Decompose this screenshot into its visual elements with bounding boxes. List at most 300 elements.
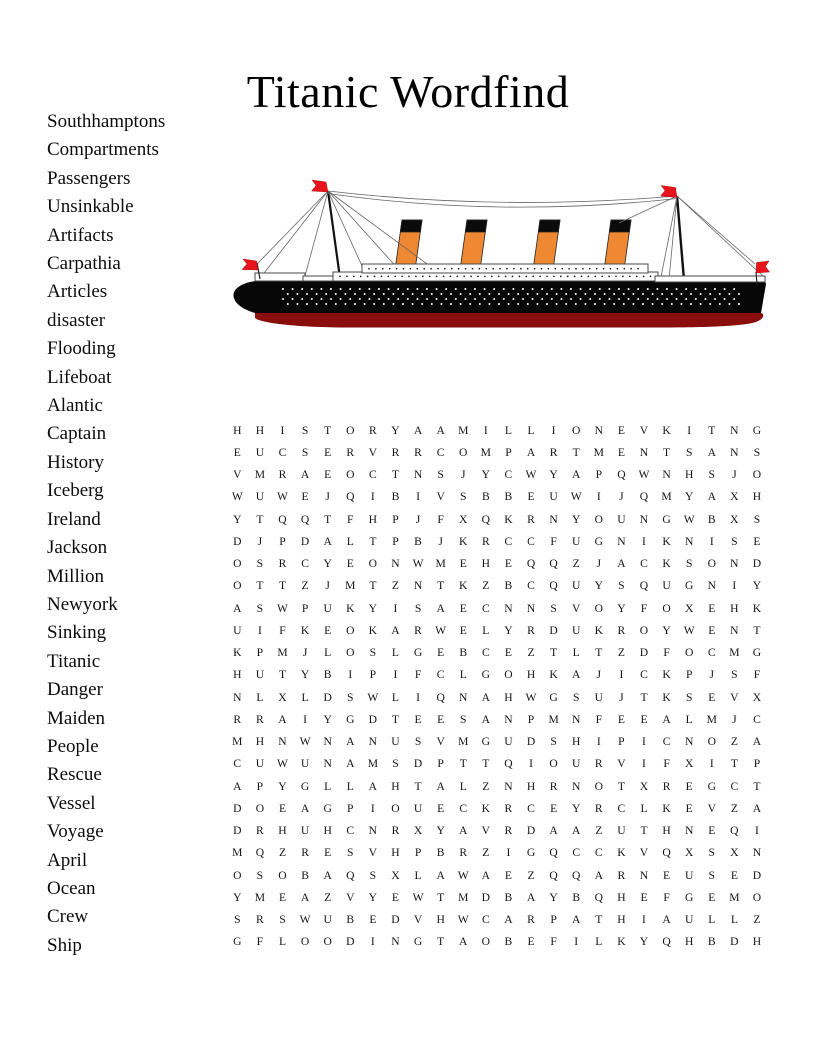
grid-cell: U [233,623,242,637]
grid-cell: O [594,512,603,526]
word-list-item: Iceberg [47,480,104,502]
grid-cell: W [525,468,537,482]
grid-cell: U [684,868,694,882]
grid-cell: J [732,468,737,482]
word-list-item: Newyork [47,593,118,615]
grid-cell: Y [300,668,310,682]
grid-cell: J [438,534,443,548]
grid-cell: A [323,868,332,882]
grid-cell: J [709,668,715,682]
grid-cell: M [729,890,740,904]
grid-cell: R [662,779,671,793]
grid-cell: P [437,757,444,771]
grid-cell: S [369,868,377,882]
grid-cell: O [639,623,649,637]
grid-cell: H [526,668,536,682]
grid-cell: I [551,423,556,437]
grid-cell: F [347,512,354,526]
grid-cell: H [233,668,242,682]
grid-cell: H [572,735,581,749]
grid-cell: U [594,690,603,704]
grid-cell: L [708,913,716,927]
word-list-item: Passengers [47,167,131,189]
grid-cell: K [594,623,603,637]
grid-cell: T [278,668,287,682]
grid-cell: Y [662,623,671,637]
grid-cell: E [708,824,716,838]
grid-cell: U [504,735,513,749]
grid-cell: O [459,445,468,459]
grid-cell: D [233,801,242,815]
grid-cell: E [550,801,558,815]
grid-cell: S [369,646,377,660]
grid-cell: J [415,512,421,526]
grid-cell: O [278,868,287,882]
grid-cell: C [527,801,535,815]
grid-cell: N [413,468,423,482]
grid-cell: I [280,423,285,437]
grid-cell: E [708,601,716,615]
grid-cell: J [325,579,330,593]
grid-cell: E [617,423,625,437]
grid-cell: Q [730,824,739,838]
grid-cell: U [617,824,626,838]
grid-cell: Y [549,890,558,904]
grid-cell: S [460,490,467,504]
grid-cell: U [255,668,265,682]
grid-cell: R [504,824,513,838]
grid-cell: A [572,468,581,482]
grid-cell: S [685,445,693,459]
grid-cell: L [595,935,603,949]
grid-cell: Y [481,468,491,482]
grid-cell: A [617,557,626,571]
grid-cell: S [414,601,422,615]
grid-cell: E [708,623,716,637]
grid-cell: E [437,646,445,660]
grid-cell: I [709,534,714,548]
grid-cell: H [730,601,739,615]
grid-cell: Q [346,868,355,882]
grid-cell: W [525,690,537,704]
grid-cell: P [279,534,286,548]
grid-cell: J [619,490,624,504]
grid-cell: T [640,824,648,838]
grid-cell: A [436,868,445,882]
grid-cell: E [414,712,422,726]
grid-cell: C [594,846,603,860]
grid-cell: R [301,846,309,860]
word-list-item: People [47,735,99,757]
grid-cell: A [459,824,468,838]
grid-cell: I [687,423,692,437]
grid-cell: X [730,846,739,860]
grid-cell: H [255,423,265,437]
grid-cell: N [617,534,626,548]
poop-deck [655,276,765,282]
grid-cell: C [436,445,445,459]
grid-cell: J [257,534,263,548]
grid-cell: Z [753,913,761,927]
grid-cell: R [594,757,603,771]
grid-cell: O [233,579,242,593]
grid-cell: L [346,534,354,548]
grid-cell: I [303,712,308,726]
grid-cell: F [640,601,648,615]
grid-cell: G [707,779,716,793]
grid-cell: V [617,757,626,771]
grid-cell: L [391,646,399,660]
grid-cell: O [504,668,513,682]
grid-cell: D [481,890,491,904]
grid-cell: T [617,779,625,793]
grid-cell: Y [233,512,242,526]
forecastle-deck [255,273,305,281]
grid-cell: S [753,512,761,526]
grid-cell: T [324,423,332,437]
grid-cell: Q [549,579,558,593]
grid-cell: I [393,668,398,682]
grid-cell: Z [617,646,625,660]
grid-cell: L [324,779,332,793]
grid-cell: R [617,623,626,637]
grid-cell: L [278,935,287,949]
grid-cell: T [437,935,445,949]
grid-cell: B [707,935,716,949]
grid-cell: I [642,913,646,927]
grid-cell: H [481,557,491,571]
grid-cell: S [301,423,309,437]
grid-cell: H [752,490,762,504]
word-list-item: Rescue [47,764,102,786]
grid-cell: P [550,913,557,927]
grid-cell: C [617,801,626,815]
grid-cell: M [729,646,740,660]
grid-cell: S [392,757,399,771]
grid-cell: A [459,935,468,949]
grid-cell: M [254,890,266,904]
grid-cell: S [685,557,693,571]
aft-mast [677,196,684,280]
grid-cell: L [301,690,309,704]
grid-cell: M [661,490,672,504]
funnel-2-cap [465,220,487,232]
grid-cell: N [391,557,400,571]
grid-cell: J [460,468,466,482]
grid-cell: I [370,490,375,504]
grid-cell: S [572,690,580,704]
word-list-item: Flooding [47,338,116,360]
grid-cell: C [301,557,309,571]
word-list-item: Articles [47,281,108,303]
grid-cell: I [619,668,624,682]
grid-cell: C [481,913,490,927]
grid-cell: N [572,779,581,793]
grid-cell: O [662,601,671,615]
grid-cell: C [368,468,377,482]
grid-cell: E [685,779,693,793]
grid-cell: P [392,534,399,548]
grid-cell: Q [662,935,671,949]
funnel-4-cap [609,220,631,232]
funnel-3-cap [538,220,560,232]
grid-cell: Q [572,868,581,882]
grid-cell: D [300,534,310,548]
grid-cell: P [527,712,535,726]
grid-cell: Z [527,646,535,660]
grid-cell: T [663,445,671,459]
grid-cell: K [549,668,558,682]
grid-cell: S [685,690,693,704]
grid-cell: I [483,423,488,437]
grid-cell: S [753,445,761,459]
grid-cell: A [572,913,581,927]
grid-cell: D [413,757,423,771]
word-list-item: Titanic [47,650,101,672]
grid-cell: R [391,445,400,459]
grid-cell: N [413,579,423,593]
grid-cell: Y [572,801,581,815]
grid-cell: A [481,712,491,726]
word-list-item: Artifacts [47,224,114,246]
grid-cell: I [574,935,579,949]
grid-cell: L [346,779,354,793]
grid-cell: V [707,801,716,815]
grid-cell: X [278,690,287,704]
grid-cell: X [730,490,739,504]
grid-cell: W [412,557,424,571]
grid-cell: I [257,623,262,637]
grid-cell: Y [594,579,603,593]
grid-cell: G [594,534,603,548]
grid-cell: Z [482,846,490,860]
grid-cell: Z [572,557,580,571]
grid-cell: G [481,668,491,682]
grid-cell: T [753,623,761,637]
grid-cell: D [323,690,332,704]
grid-cell: C [662,735,671,749]
grid-cell: C [233,757,242,771]
grid-cell: F [595,712,603,726]
grid-cell: H [684,468,694,482]
grid-cell: E [391,890,399,904]
grid-cell: G [752,423,762,437]
grid-cell: R [391,824,400,838]
grid-cell: C [527,534,535,548]
grid-cell: B [504,935,513,949]
grid-cell: I [642,534,646,548]
grid-cell: Y [233,890,242,904]
grid-cell: Q [481,512,491,526]
grid-cell: S [708,846,715,860]
grid-cell: T [324,512,332,526]
grid-cell: O [255,801,265,815]
word-list-item: Unsinkable [47,196,134,218]
grid-cell: L [640,801,648,815]
grid-cell: X [639,779,649,793]
grid-cell: R [256,913,264,927]
grid-cell: W [412,890,424,904]
grid-cell: V [233,468,242,482]
grid-cell: E [346,557,354,571]
grid-cell: Y [323,712,332,726]
grid-cell: O [752,890,762,904]
grid-cell: R [346,445,355,459]
grid-cell: S [437,468,444,482]
grid-cell: M [232,846,243,860]
grid-cell: K [752,601,762,615]
grid-cell: W [277,490,288,504]
grid-cell: N [639,445,649,459]
word-list-item: Jackson [47,537,108,559]
grid-cell: N [233,690,242,704]
word-list-item: Million [47,565,105,587]
grid-cell: R [233,712,242,726]
grid-cell: J [325,490,330,504]
grid-cell: W [683,623,695,637]
grid-cell: I [642,735,646,749]
grid-cell: N [549,512,558,526]
grid-cell: T [640,690,648,704]
grid-cell: B [504,490,513,504]
grid-cell: K [504,512,513,526]
grid-cell: D [526,824,536,838]
grid-cell: Q [617,468,626,482]
grid-cell: E [708,890,716,904]
grid-cell: L [685,712,693,726]
grid-cell: H [391,846,400,860]
grid-cell: K [368,623,378,637]
grid-cell: C [527,579,535,593]
grid-cell: H [504,690,513,704]
grid-cell: A [278,712,287,726]
grid-cell: U [572,623,581,637]
grid-cell: C [753,712,761,726]
grid-cell: U [662,579,671,593]
grid-cell: E [617,445,625,459]
grid-cell: A [300,890,310,904]
grid-cell: X [413,824,423,838]
grid-cell: C [572,846,581,860]
grid-cell: O [707,735,716,749]
grid-cell: Z [482,779,490,793]
grid-cell: G [323,801,332,815]
grid-cell: Y [323,557,332,571]
grid-cell: I [348,668,353,682]
grid-cell: O [684,646,694,660]
grid-cell: D [639,646,649,660]
grid-cell: F [279,623,286,637]
grid-cell: S [234,913,241,927]
grid-cell: Z [482,579,490,593]
grid-cell: Z [391,579,399,593]
grid-cell: H [323,824,332,838]
grid-cell: E [278,801,287,815]
grid-cell: S [708,468,715,482]
grid-cell: M [458,423,469,437]
grid-cell: O [594,601,603,615]
grid-cell: G [481,735,491,749]
grid-cell: H [436,913,445,927]
grid-cell: B [459,646,468,660]
grid-cell: O [346,468,355,482]
grid-cell: E [437,801,445,815]
grid-cell: L [459,779,467,793]
grid-cell: E [617,712,625,726]
grid-cell: E [527,490,535,504]
grid-cell: K [662,668,671,682]
grid-cell: O [572,423,581,437]
ship-illustration [228,178,770,345]
word-list-item: Compartments [47,139,159,161]
grid-cell: P [505,445,512,459]
grid-cell: S [618,579,625,593]
grid-cell: P [256,779,264,793]
grid-cell: Y [639,935,649,949]
grid-cell: U [255,445,265,459]
grid-cell: L [256,690,264,704]
grid-cell: F [550,534,557,548]
grid-cell: H [255,735,265,749]
grid-cell: Z [278,846,287,860]
grid-cell: A [300,801,310,815]
grid-cell: C [481,601,490,615]
grid-cell: N [504,601,513,615]
grid-cell: M [367,757,379,771]
grid-cell: B [707,512,716,526]
grid-cell: G [684,579,694,593]
grid-cell: H [278,824,287,838]
grid-cell: T [391,712,399,726]
grid-cell: W [277,757,288,771]
grid-cell: B [481,490,490,504]
grid-cell: V [346,890,355,904]
grid-cell: S [708,868,715,882]
grid-cell: S [460,712,467,726]
grid-cell: I [709,757,714,771]
grid-cell: V [481,824,491,838]
grid-cell: N [730,557,739,571]
grid-cell: G [526,846,536,860]
grid-cell: W [231,490,243,504]
grid-cell: K [662,423,671,437]
grid-cell: P [369,668,377,682]
grid-cell: M [458,735,469,749]
grid-cell: H [662,824,671,838]
grid-cell: S [550,601,557,615]
grid-cell: W [457,913,469,927]
grid-cell: Y [549,468,558,482]
grid-cell: Q [549,846,558,860]
grid-cell: T [708,423,716,437]
word-list-item: April [47,849,88,871]
grid-cell: G [684,890,694,904]
grid-cell: X [391,868,400,882]
grid-cell: H [684,935,694,949]
word-list-item: Southhamptons [47,111,166,132]
grid-cell: M [345,579,356,593]
grid-cell: Y [391,423,400,437]
grid-cell: T [369,579,377,593]
grid-cell: P [301,601,309,615]
grid-cell: A [504,913,513,927]
grid-cell: S [256,601,264,615]
grid-cell: O [323,935,332,949]
grid-cell: A [707,445,716,459]
grid-cell: A [413,423,423,437]
grid-cell: Y [617,601,626,615]
grid-cell: F [753,668,761,682]
